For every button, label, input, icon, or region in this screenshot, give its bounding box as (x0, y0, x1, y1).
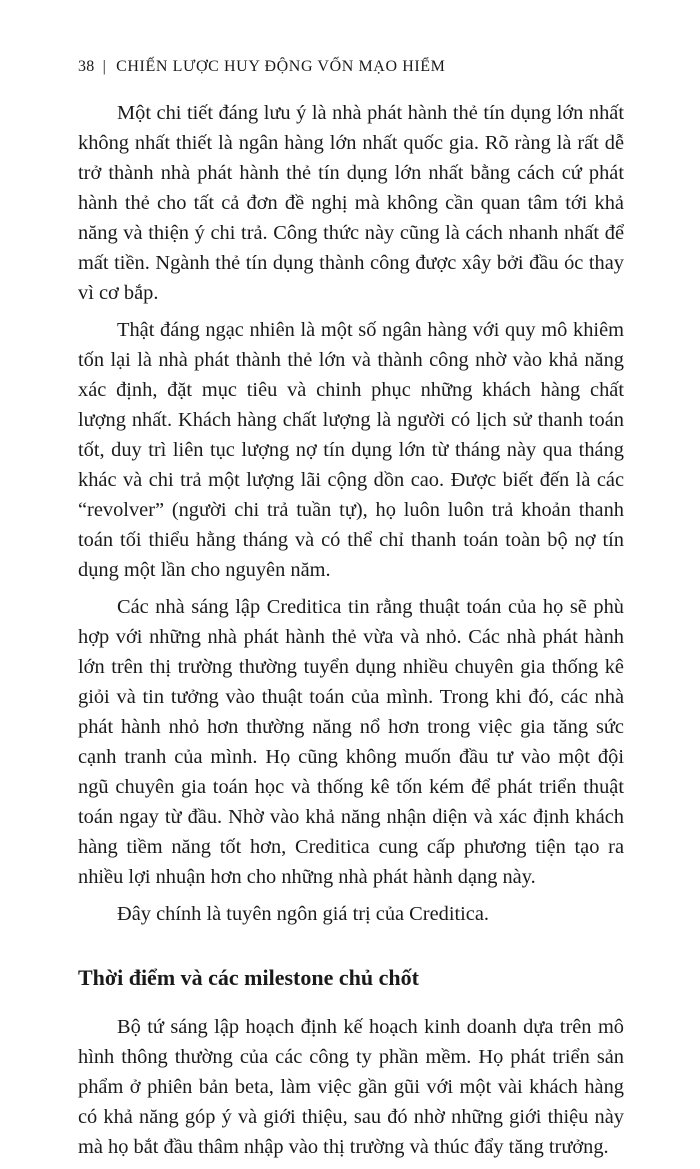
body-paragraph: Các nhà sáng lập Creditica tin rằng thuật toán của họ sẽ phù hợp với những nhà phát hành thẻ vừa và nhỏ. Các nhà phát hành lớn trên thị trường thường tuyển dụng nhiều chuyên gia thống kê giỏi và tin tưởng vào thuật toán của mình. Trong khi đó, các nhà phát hành nhỏ hơn thường năng nổ hơn trong việc gia tăng sức cạnh tranh của mình. Họ cũng không muốn đầu tư vào một đội ngũ chuyên gia toán học và thống kê tốn kém để phát triển thuật toán ngay từ đầu. Nhờ vào khả năng nhận diện và xác định khách hàng tiềm năng tốt hơn, Creditica cung cấp phương tiện tạo ra nhiều lợi nhuận hơn cho những nhà phát hành dạng này. (78, 596, 624, 888)
book-title: CHIẾN LƯỢC HUY ĐỘNG VỐN MẠO HIỂM (116, 58, 446, 75)
body-paragraph: Đây chính là tuyên ngôn giá trị của Creditica. (117, 903, 490, 925)
header-separator: | (102, 58, 107, 75)
section-paragraph: Bộ tứ sáng lập hoạch định kế hoạch kinh doanh dựa trên mô hình thông thường của các công ty phần mềm. Họ phát triển sản phẩm ở phiên bản beta, làm việc gần gũi với một vài khách hàng có khả năng góp ý và giới thiệu, sau đó nhờ những giới thiệu này mà họ bắt đầu thâm nhập vào thị trường và thúc đẩy tăng trưởng. (78, 1016, 624, 1158)
page-number: 38 (78, 58, 95, 75)
running-head (78, 58, 446, 76)
body-paragraph: Một chi tiết đáng lưu ý là nhà phát hành thẻ tín dụng lớn nhất không nhất thiết là ngân hàng lớn nhất quốc gia. Rõ ràng là rất dễ trở thành nhà phát hành thẻ tín dụng lớn nhất bằng cách cứ phát hành thẻ cho tất cả đơn đề nghị mà không cần quan tâm tới khả năng và thiện ý chi trả. Công thức này cũng là cách nhanh nhất để mất tiền. Ngành thẻ tín dụng thành công được xây bởi đầu óc thay vì cơ bắp. (78, 102, 624, 304)
page-body (78, 98, 624, 1169)
body-paragraph: Thật đáng ngạc nhiên là một số ngân hàng với quy mô khiêm tốn lại là nhà phát thành thẻ lớn và thành công nhờ vào khả năng xác định, đặt mục tiêu và chinh phục những khách hàng chất lượng nhất. Khách hàng chất lượng là người có lịch sử thanh toán tốt, duy trì liên tục lượng nợ tín dụng lớn từ tháng này qua tháng khác và chi trả một lượng lãi cộng dồn cao. Được biết đến là các “revolver” (người chi trả tuần tự), họ luôn luôn trả khoản thanh toán tối thiểu hằng tháng và có thể chỉ thanh toán toàn bộ nợ tín dụng một lần cho nguyên năm. (78, 319, 624, 581)
section-heading: Thời điểm và các milestone chủ chốt (78, 965, 419, 990)
